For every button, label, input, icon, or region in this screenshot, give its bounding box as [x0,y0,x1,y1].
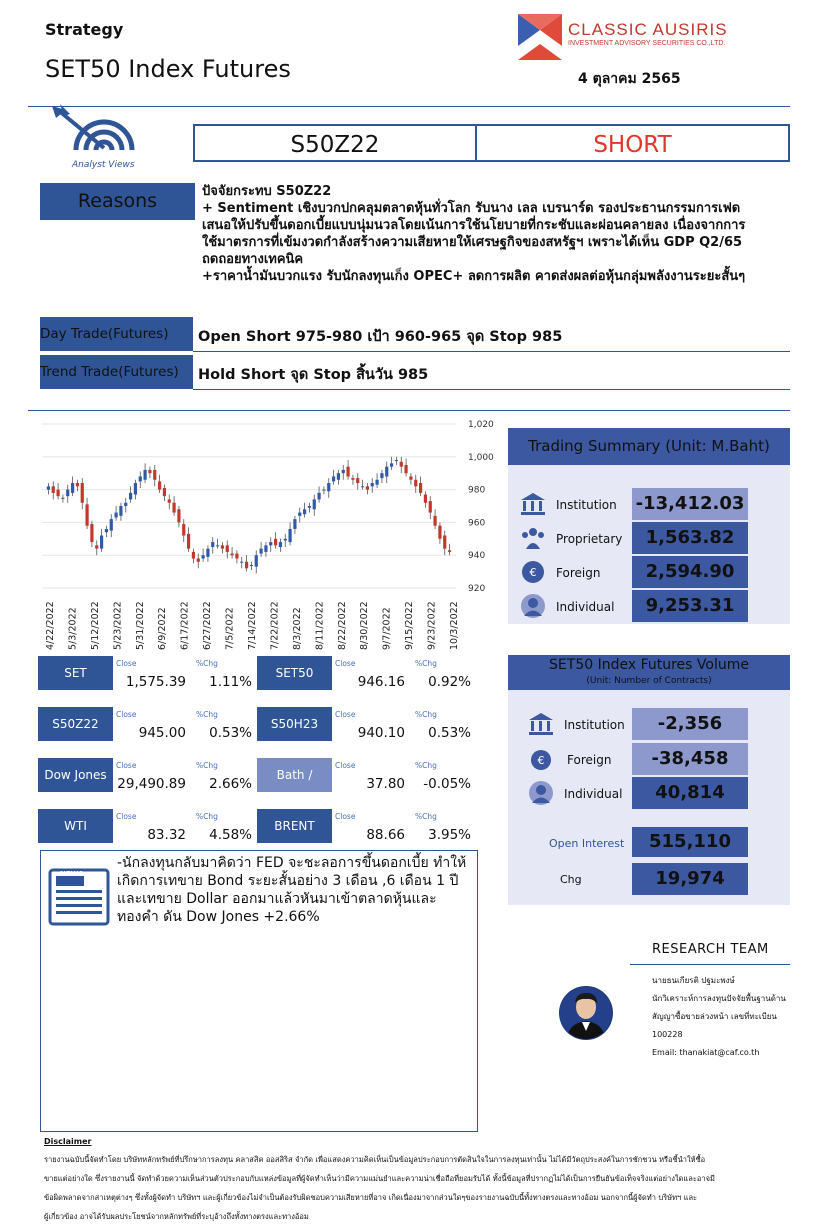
volume-row-label: Institution [564,718,625,732]
y-tick-label: 920 [468,584,486,594]
reason-line: ถดถอยทางเทคนิค [202,252,304,267]
report-category: Strategy [45,20,124,39]
futures-volume-title: SET50 Index Futures Volume [549,657,749,673]
close-caption: Close [335,812,356,821]
trading-row-value: 9,253.31 [632,590,748,622]
candle-body [361,486,364,487]
close-caption: Close [116,812,137,821]
candle-body [168,499,171,502]
candle-body [293,519,296,529]
candle-body [274,539,277,546]
x-tick-label: 6/17/2022 [179,601,191,650]
candle-body [284,539,287,541]
candle-body [385,467,388,477]
candle-body [288,529,291,542]
candle-body [414,480,417,487]
bank-icon [520,491,546,517]
futures-volume-header [508,655,790,690]
x-tick-label: 5/31/2022 [134,601,146,650]
candle-body [327,483,330,491]
candle-body [226,545,229,552]
candle-body [95,545,98,548]
trading-row-label: Individual [556,600,615,614]
close-value: 29,490.89 [117,776,186,792]
candle-body [163,488,166,496]
disclaimer-line: รายงานฉบับนี้จัดทำโดย บริษัทหลักทรัพย์ที่ปรึกษาการลงทุน คลาสสิค ออสสิริส จำกัด เพื่อแสดงความคิดเห็นเป็นข้อมูลประกอบการตัดสินใจในการลงทุนเท่านั้น ไม่ได้มีวัตถุประสงค์ในการชักชวน หรือชี้นำให้ซื้อ [44,1155,706,1164]
trading-row-label: Institution [556,498,617,512]
chg-caption: %Chg [415,812,437,821]
chg-label: Chg [560,873,582,886]
x-tick-label: 5/3/2022 [67,607,79,650]
candle-body [81,483,84,503]
section-divider [28,410,790,411]
disclaimer-line: ข้อผิดพลาดจากสาเหตุต่างๆ ซึ่งทั้งผู้จัดทำ บริษัทฯ และผู้เกี่ยวข้องไม่จำเป็นต้องรับผิดชอบความเสียหายที่อาจ เกิดเนื่องมาจากส่วนใดๆของรายงานฉบับนี้ทั้งทางตรงและทางอ้อม นอกจากนี้ผู้จัดทำ บริษัทฯ และ [44,1193,698,1202]
candle-body [424,495,427,503]
y-tick-label: 940 [468,551,486,562]
disclaimer-text [44,1150,796,1226]
report-title: SET50 Index Futures [45,55,291,83]
x-tick-label: 6/9/2022 [157,607,169,650]
candle-body [351,478,354,480]
candle-body [443,536,446,549]
candle-body [52,486,55,493]
futures-volume-subtitle: (Unit: Number of Contracts) [586,676,712,686]
close-value: 88.66 [366,827,405,843]
candle-body [264,545,267,552]
candle-body [197,558,200,561]
market-brent-label: BRENT [257,809,332,843]
x-tick-label: 9/23/2022 [426,601,438,650]
news-icon-label: NEWS [60,870,84,878]
candle-body [342,470,345,473]
candle-body [66,490,69,497]
trend-trade-label: Trend Trade(Futures) [40,355,193,389]
reasons-label: Reasons [40,183,195,220]
x-tick-label: 4/22/2022 [45,601,56,650]
chg-caption: %Chg [415,761,437,770]
y-tick-label: 980 [468,485,486,496]
reasons-text [202,183,792,285]
candle-body [216,545,219,546]
candle-body [390,463,393,466]
candle-body [143,470,146,480]
candle-body [158,481,161,489]
trading-row-value: 2,594.90 [632,556,748,588]
candle-body [366,486,369,489]
candle-body [409,476,412,479]
market-dow-jones-label: Dow Jones [38,758,113,792]
volume-row-label: Foreign [567,753,612,767]
candle-body [356,478,359,483]
trading-row-value: 1,563.82 [632,522,748,554]
candle-body [419,483,422,493]
person-icon [528,780,554,806]
candle-body [255,555,258,566]
candle-body [206,549,209,557]
close-caption: Close [335,710,356,719]
candle-body [375,480,378,485]
candle-body [332,476,335,481]
candle-body [192,552,195,559]
close-caption: Close [116,659,137,668]
candle-body [404,465,407,473]
analyst-email[interactable]: Email: thanakiat@caf.co.th [652,1048,760,1057]
candle-body [85,504,88,525]
close-value: 945.00 [138,725,186,741]
chg-value: 1.11% [209,674,252,690]
reason-line: เสนอให้ปรับขึ้นดอกเบี้ยแบบนุ่มนวลโดยเน้นการใช้นโยบายที่กระชับและผ่อนคลายลง เนื่องจากการ [202,218,746,233]
day-trade-text: Open Short 975-980 เป้า 960-965 จุด Stop 985 [198,329,563,345]
candle-body [230,554,233,556]
candle-body [245,562,248,569]
volume-row-value: -38,458 [632,743,748,775]
candle-body [269,542,272,545]
volume-row-value: -2,356 [632,708,748,740]
ticker-symbol: S50Z22 [193,124,477,162]
candle-body [313,499,316,509]
x-tick-label: 5/12/2022 [89,601,101,650]
candle-body [90,524,93,542]
company-logo-icon [518,14,562,60]
chg-value: 3.95% [428,827,471,843]
trade-signal: SHORT [477,124,790,162]
analyst-role-2: สัญญาซื้อขายล่วงหน้า เลขที่ทะเบียน [652,1012,777,1021]
disclaimer-line: ขายแต่อย่างใด ซึ่งรายงานนี้ จัดทำด้วยความเห็นส่วนตัวประกอบกับแหล่งข้อมูลที่ผู้จัดทำเห็นว่ามีความแม่นยำและความน่าเชื่อถือที่ยอมรับได้ ทั้งนี้ข้อมูลที่ปรากฏไม่ได้เป็นการยืนยันข้อเท็จจริงแต่อย่างใดและอาจมี [44,1174,715,1183]
market-set-label: SET [38,656,113,690]
chg-caption: %Chg [196,761,218,770]
x-tick-label: 9/7/2022 [381,607,393,650]
chg-caption: %Chg [196,659,218,668]
group-icon [520,525,546,551]
x-tick-label: 8/22/2022 [336,601,348,650]
analyst-name: นายธนเกียรติ ปฐมะพงษ์ [652,976,735,985]
candle-body [110,519,113,530]
candle-body [448,550,451,552]
candle-body [100,536,103,549]
candle-body [371,483,374,486]
company-subtitle: INVESTMENT ADVISORY SECURITIES CO.,LTD. [568,40,726,47]
report-date: 4 ตุลาคม 2565 [578,71,681,87]
open-interest-label: Open Interest [549,837,625,850]
candle-body [337,473,340,480]
candle-body [105,529,108,532]
x-tick-label: 6/27/2022 [202,601,214,650]
market-s50z22-label: S50Z22 [38,707,113,741]
candle-body [129,493,132,500]
chg-value: -0.05% [423,776,471,792]
chg-caption: %Chg [415,659,437,668]
reason-line: ปัจจัยกระทบ S50Z22 [202,184,332,199]
chg-value: 19,974 [632,863,748,895]
reason-line: ใช้มาตรการที่เข้มงวดกำลังสร้างความเสียหายให้เศรษฐกิจของสหรัฐฯ เพราะได้เห็น GDP Q2/65 [202,235,743,250]
candle-body [134,483,137,494]
svg-text:€: € [529,566,537,579]
disclaimer-title: Disclaimer [44,1137,92,1146]
candle-body [153,470,156,480]
candle-body [124,503,127,506]
chg-value: 0.53% [209,725,252,741]
y-tick-label: 960 [468,518,486,529]
chg-caption: %Chg [196,812,218,821]
x-tick-label: 7/22/2022 [269,601,281,650]
trend-trade-text: Hold Short จุด Stop สิ้นวัน 985 [198,367,429,383]
news-text: -นักลงทุนกลับมาคิดว่า FED จะชะลอการขึ้นดอกเบี้ย ทำให้เกิดการเทขาย Bond ระยะสั้นอย่าง 3 เดือน ,6 เดือน 1 ปี และเทขาย Dollar ออกมาแล้วหันมาเข้าตลาดหุ้นและทองคำ ดัน Dow Jones +2.66% [117,855,467,925]
close-value: 946.16 [357,674,405,690]
candle-body [172,503,175,513]
candle-body [187,534,190,549]
candle-body [250,565,253,566]
research-team-title: RESEARCH TEAM [652,942,769,957]
x-tick-label: 9/15/2022 [404,601,416,650]
x-tick-label: 7/5/2022 [224,607,236,650]
market-s50h23-label: S50H23 [257,707,332,741]
candle-body [71,483,74,493]
candle-body [279,542,282,547]
day-trade-label: Day Trade(Futures) [40,317,193,351]
candle-body [211,542,214,547]
trading-row-value: -13,412.03 [632,488,748,520]
chg-caption: %Chg [415,710,437,719]
analyst-views-label: Analyst Views [72,160,135,170]
candle-body [201,555,204,558]
y-tick-label: 1,000 [468,452,494,463]
candle-body [298,513,301,516]
candle-body [47,486,50,489]
candle-body [139,476,142,481]
candle-body [433,516,436,526]
research-divider [630,964,790,965]
person-icon [520,593,546,619]
svg-text:€: € [537,754,545,767]
candle-body [259,549,262,554]
close-value: 1,575.39 [125,674,186,690]
close-caption: Close [335,761,356,770]
x-tick-label: 8/11/2022 [314,601,326,650]
candle-body [76,483,79,486]
candle-body [317,493,320,500]
trading-row-label: Foreign [556,566,601,580]
chg-value: 4.58% [209,827,252,843]
candle-body [114,513,117,518]
close-caption: Close [335,659,356,668]
close-value: 83.32 [147,827,186,843]
candle-body [182,524,185,535]
candle-body [221,545,224,548]
candle-body [177,509,180,522]
candle-body [148,470,151,473]
coin-bag-icon [528,746,554,772]
market-set50-label: SET50 [257,656,332,690]
bank-icon [528,711,554,737]
candle-body [235,554,238,559]
chg-caption: %Chg [196,710,218,719]
market-wti-label: WTI [38,809,113,843]
coin-icon [520,559,546,585]
disclaimer-line: ผู้เกี่ยวข้อง อาจได้รับผลประโยชน์จากหลักทรัพย์ที่ระบุอ้างถึงทั้งทางตรงและทางอ้อม [44,1212,309,1221]
x-tick-label: 8/30/2022 [359,601,371,650]
trading-summary-title: Trading Summary (Unit: M.Baht) [508,428,790,465]
candle-body [429,501,432,512]
candle-body [308,506,311,508]
candle-body [395,460,398,461]
chg-value: 0.53% [428,725,471,741]
volume-row-value: 40,814 [632,777,748,809]
candle-body [400,462,403,467]
reason-line: + Sentiment เชิงบวกปกคลุมตลาดหุ้นทั่วโลก รับนาง เลล เบรนาร์ด รองประธานกรรมการเฟด [202,201,741,216]
chg-value: 0.92% [428,674,471,690]
company-name: CLASSIC AUSIRIS [568,20,728,39]
trading-row-label: Proprietary [556,532,623,546]
candle-body [438,526,441,539]
set50-candlestick-chart [38,418,498,653]
close-value: 37.80 [366,776,405,792]
y-tick-label: 1,020 [468,420,494,430]
x-tick-label: 5/23/2022 [112,601,124,650]
candle-body [61,498,64,499]
open-interest-value: 515,110 [632,827,748,857]
candle-body [346,467,349,477]
analyst-avatar [558,985,614,1041]
analyst-license: 100228 [652,1030,683,1039]
candle-body [56,490,59,497]
candle-body [322,490,325,491]
candle-body [303,509,306,514]
candle-body [240,562,243,563]
candle-body [119,506,122,516]
close-caption: Close [116,710,137,719]
chg-value: 2.66% [209,776,252,792]
close-value: 940.10 [357,725,405,741]
reason-line: +ราคาน้ำมันบวกแรง รับนักลงทุนเก็ง OPEC+ ลดการผลิต คาดส่งผลต่อหุ้นกลุ่มพลังงานระยะสั้นๆ [202,269,746,284]
analyst-role: นักวิเคราะห์การลงทุนปัจจัยพื้นฐานด้าน [652,994,786,1003]
close-caption: Close [116,761,137,770]
analyst-info [652,972,802,1062]
candle-body [380,473,383,478]
x-tick-label: 8/3/2022 [291,607,303,650]
market-bath-dollar-label: Bath / [257,758,332,792]
x-tick-label: 10/3/2022 [449,601,460,650]
volume-row-label: Individual [564,787,623,801]
x-tick-label: 7/14/2022 [247,601,258,650]
